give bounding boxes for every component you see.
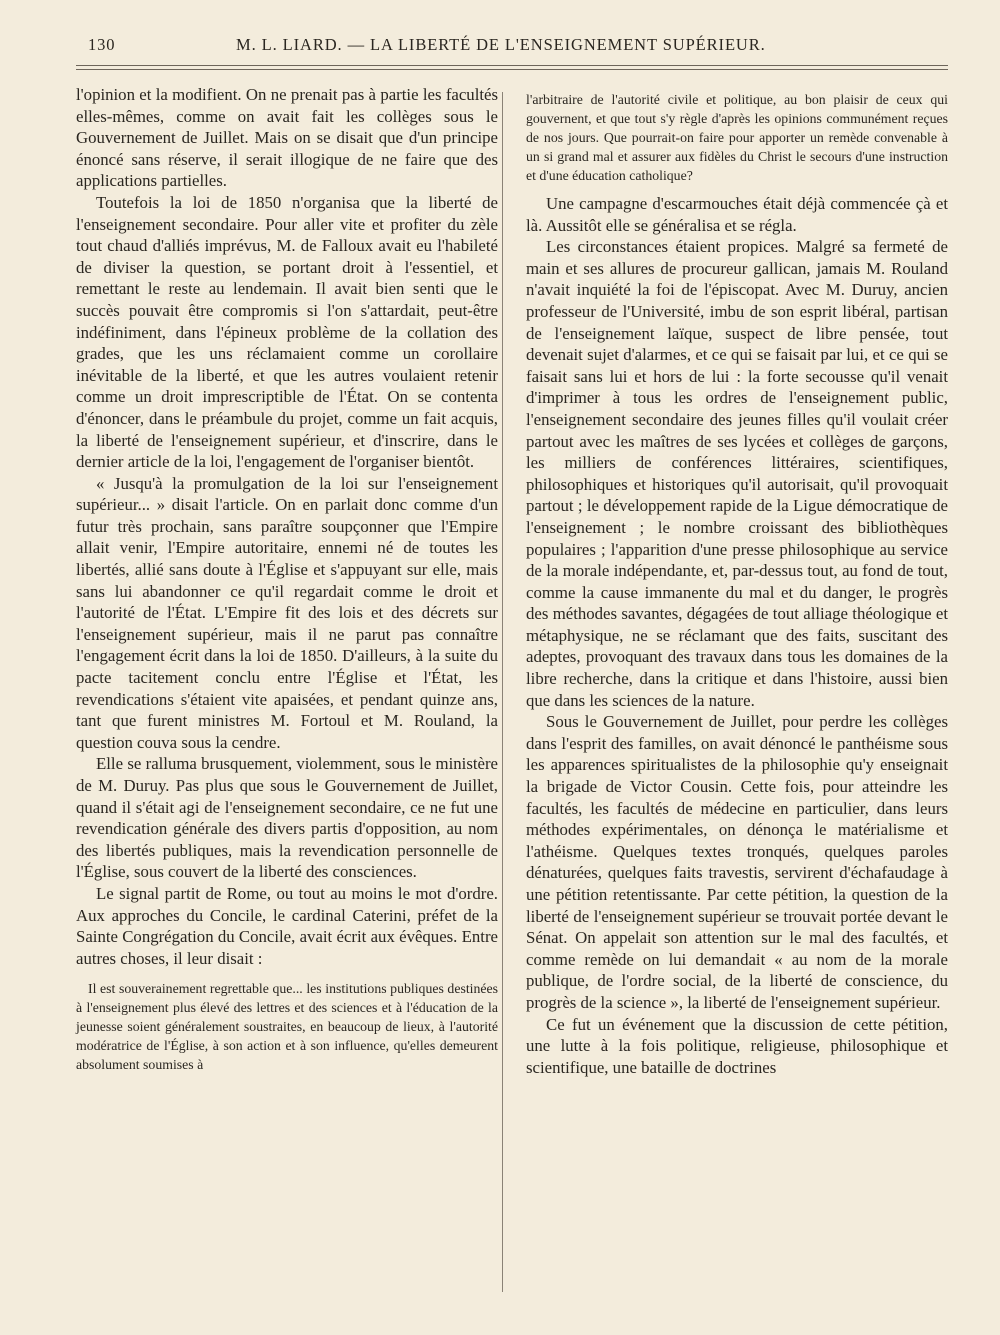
block-quote: Il est souverainement regrettable que... les institutions publiques destinées à l'enseignement plus élevé des lettres et des sciences et à l'éducation de la jeunesse soient généralement soustraites, en beaucoup de lieux, à l'autorité modératrice de l'Église, à son action et à son influence, qu'elles demeurent absolument soumises à — [76, 981, 498, 1073]
running-title: M. L. LIARD. — LA LIBERTÉ DE L'ENSEIGNEMENT SUPÉRIEUR. — [236, 35, 766, 54]
paragraph: Les circonstances étaient propices. Malgré sa fermeté de main et ses allures de procureur gallican, jamais M. Rouland n'avait inquiété la foi de l'épiscopat. Avec M. Duruy, ancien professeur de l'Université, imbu de son esprit libéral, partisan de l'enseignement laïque, suspect de libre pensée, tout devenait sujet d'alarmes, et ce qui se faisait par lui, et ce qui se faisait sans lui et hors de lui : la forte secousse qu'il venait d'imprimer à tous les ordres de l'enseignement public, l'enseignement secondaire des jeunes filles qu'il voulait créer partout avec les maîtres de ses lycées et collèges de garçons, les milliers de conférences littéraires, scientifiques, philosophiques et historiques qu'il autorisait, qu'il provoquait partout ; le développement rapide de la Ligue démocratique de l'enseignement ; le nombre croissant des bibliothèques populaires ; l'apparition d'une presse philosophique au service de la morale indépendante, et, par-dessus tout, au fond de tout, comme la cause immanente du mal et du danger, le progrès des méthodes savantes, dégagées de tout alliage théologique et métaphysique, ne se réclamant que des faits, suscitant des adeptes, provoquant des travaux dans tous les domaines de la libre recherche, dans la critique et dans l'histoire, aussi bien que dans les sciences de la nature. — [526, 237, 948, 710]
paragraph: Sous le Gouvernement de Juillet, pour perdre les collèges dans l'esprit des familles, on avait dénoncé le panthéisme sous les apparences spiritualistes de la philosophie qu'y enseignait la brigade de Victor Cousin. Cette fois, pour atteindre les facultés, les facultés de médecine en particulier, dans leurs méthodes expérimentales, on dénonça le matérialisme et l'athéisme. Quelques textes tronqués, quelques paroles dénaturées, quelques faits travestis, servirent d'échafaudage à une pétition retentissante. Par cette pétition, la question de la liberté de l'enseignement supérieur se trouvait portée devant le Sénat. On appelait son attention sur le mal des facultés, et comme remède on lui demandait « au nom de la morale publique, de l'ordre social, de la liberté de conscience, du progrès de la science », la liberté de l'enseignement supérieur. — [526, 712, 948, 1012]
page-number: 130 — [88, 35, 116, 54]
paragraph: Ce fut un événement que la discussion de cette pétition, une lutte à la fois politique, religieuse, philosophique et scientifique, une bataille de doctrines — [526, 1014, 948, 1077]
page-header — [88, 33, 948, 57]
paragraph: « Jusqu'à la promulgation de la loi sur l'enseignement supérieur... » disait l'article. On en parlait donc comme d'un futur très prochain, sans paraître soupçonner que l'Empire allait venir, l'Empire autoritaire, ennemi né de toutes les libertés, allié sans doute à l'Église et s'appuyant sur elle, mais sans lui abandonner ce qu'il regardait comme le droit et l'autorité de l'État. L'Empire fit des lois et des décrets sur l'enseignement supérieur, mais il ne parut pas connaître l'engagement écrit dans la loi de 1850. D'ailleurs, à la suite du pacte tacitement conclu entre l'Église et l'État, les revendications s'étaient vite apaisées, et pendant quinze ans, tant que furent ministres M. Fortoul et M. Rouland, la question couva sous la cendre. — [76, 473, 498, 752]
paragraph: Le signal partit de Rome, ou tout au moins le mot d'ordre. Aux approches du Concile, le cardinal Caterini, préfet de la Sainte Congrégation du Concile, avait écrit aux évêques. Entre autres choses, il leur disait : — [76, 883, 498, 968]
paragraph: Toutefois la loi de 1850 n'organisa que la liberté de l'enseignement secondaire. Pour aller vite et profiter du zèle tout chaud d'alliés imprévus, M. de Falloux avait eu l'habileté de diviser la question, se portant droit à l'essentiel, et remettant le reste au lendemain. Il avait bien senti que le succès pouvait être compromis si l'on s'attardait, peut-être indéfiniment, dans l'épineux problème de la collation des grades, que les uns réclamaient comme un corollaire inévitable de la liberté, et que les autres voulaient retenir comme un droit imprescriptible de l'État. On se contenta d'énoncer, dans le préambule du projet, comme un fait acquis, la liberté de l'enseignement supérieur, et d'inscrire, dans le dernier article de la loi, l'engagement de l'organiser bientôt. — [76, 192, 498, 472]
paragraph: Une campagne d'escarmouches était déjà commencée çà et là. Aussitôt elle se généralisa et se régla. — [526, 194, 948, 235]
right-column — [526, 90, 948, 1078]
column-divider — [502, 92, 503, 1292]
left-column — [76, 84, 498, 1082]
block-quote-continued: l'arbitraire de l'autorité civile et politique, au bon plaisir de ceux qui gouvernent, et que tout s'y règle d'après les opinions communément reçues de nos jours. Que pourrait-on faire pour apporter un remède convenable à un si grand mal et assurer aux fidèles du Christ le secours d'une instruction et d'une éducation catholique? — [526, 92, 948, 183]
header-rule-double — [76, 69, 948, 70]
paragraph: Elle se ralluma brusquement, violemment, sous le ministère de M. Duruy. Pas plus que sous le Gouvernement de Juillet, quand il s'était agi de l'enseignement secondaire, ce ne fut une revendication générale des divers partis d'opposition, au nom des libertés publiques, mais la revendication personnelle de l'Église, sous couvert de la liberté des consciences. — [76, 754, 498, 882]
header-rule — [76, 65, 948, 66]
paragraph: l'opinion et la modifient. On ne prenait pas à partie les facultés elles-mêmes, comme on avait fait les collèges sous le Gouvernement de Juillet. Mais on se disait que d'un principe énoncé sans réserve, il serait illogique de ne faire que des applications partielles. — [76, 85, 498, 191]
